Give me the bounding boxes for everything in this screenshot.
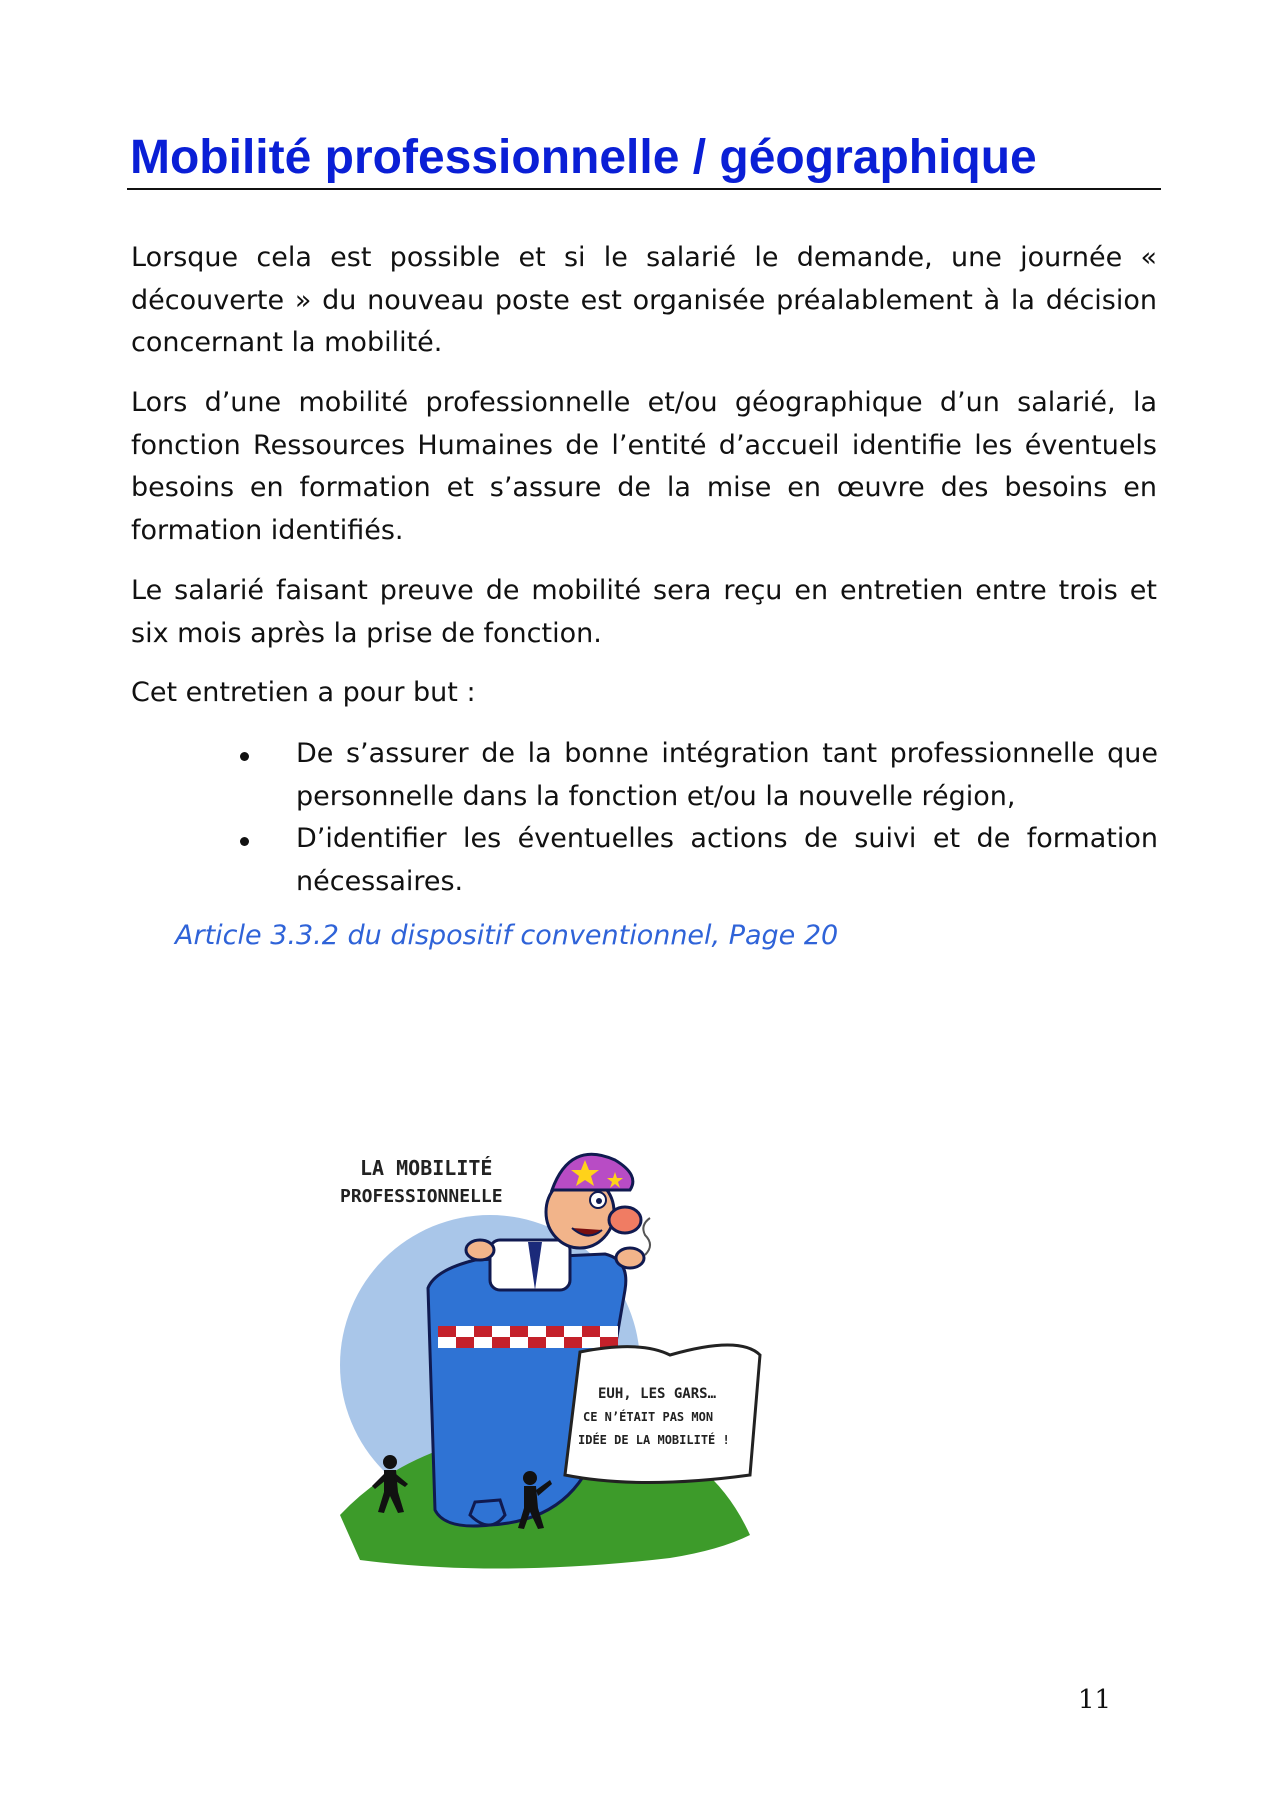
- list-item: [238, 733, 1158, 818]
- cartoon-caption-line2: PROFESSIONNELLE: [340, 1186, 503, 1207]
- page-number: 11: [1078, 1685, 1112, 1715]
- list-item: [238, 818, 1158, 903]
- paragraph-discovery-day: Lorsque cela est possible et si le salarié le demande, une journée « découverte » du nouveau poste est organisée préalablement à la décision concernant la mobilité.: [131, 242, 1157, 358]
- title-underline: [127, 188, 1161, 190]
- checkered-band: [438, 1326, 618, 1348]
- speech-text-line1: EUH, LES GARS…: [598, 1386, 717, 1402]
- rocket-nozzle: [470, 1500, 505, 1525]
- purpose-list: [238, 733, 1158, 903]
- page-title: Mobilité professionnelle / géographique: [130, 131, 1037, 184]
- bullet-icon: [240, 837, 249, 846]
- paragraph-training-needs: Lors d’une mobilité professionnelle et/ou géographique d’un salarié, la fonction Ressources Humaines de l’entité d’accueil identifie les éventuels besoins en formation et s’assure de la mise en œuvre des besoins en formation identifiés.: [131, 387, 1157, 546]
- cartoon-caption-line1: LA MOBILITÉ: [360, 1156, 493, 1180]
- paragraph-interview-purpose: Cet entretien a pour but :: [131, 677, 476, 708]
- speech-text-line3: IDÉE DE LA MOBILITÉ !: [578, 1433, 730, 1447]
- article-reference: Article 3.3.2 du dispositif conventionnel, Page 20: [175, 920, 839, 951]
- mobility-cartoon-illustration: [340, 1130, 900, 1580]
- paragraph-follow-up-interview: Le salarié faisant preuve de mobilité sera reçu en entretien entre trois et six mois après la prise de fonction.: [131, 575, 1157, 649]
- speech-text-line2: CE N’ÉTAIT PAS MON: [583, 1410, 714, 1424]
- list-item-text: D’identifier les éventuelles actions de suivi et de formation nécessaires.: [296, 823, 1158, 897]
- bullet-icon: [240, 752, 249, 761]
- list-item-text: De s’assurer de la bonne intégration tant professionnelle que personnelle dans la fonction et/ou la nouvelle région,: [296, 738, 1158, 812]
